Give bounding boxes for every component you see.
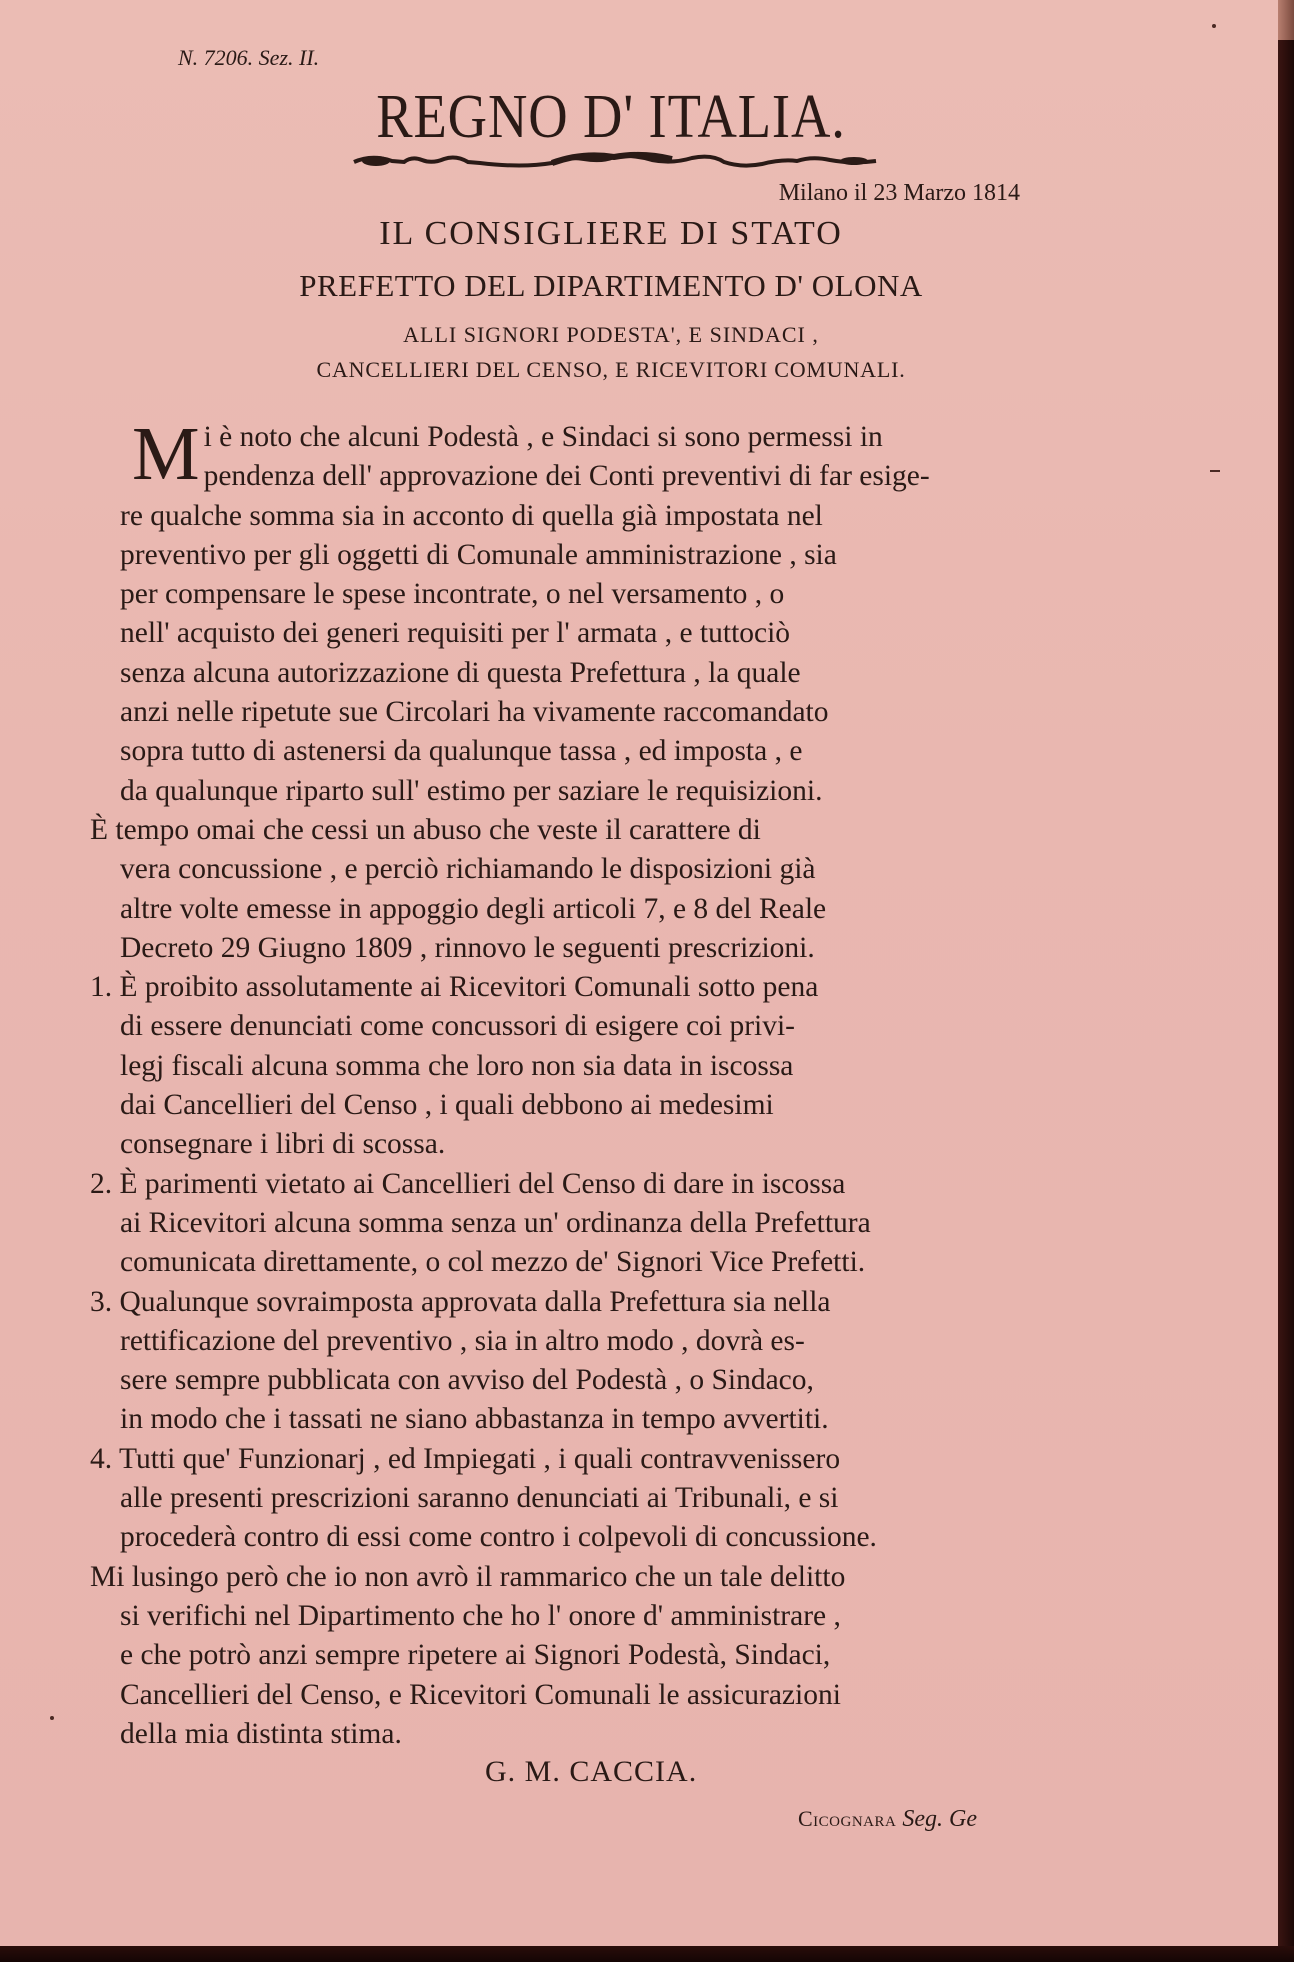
article-3: [90, 1283, 1110, 1440]
signature-secretary: [798, 1806, 977, 1833]
document-title: REGNO D' ITALIA.: [376, 83, 846, 151]
secretary-title: Seg. Ge: [902, 1806, 977, 1832]
text-line: in modo che i tassati ne siano abbastanza in tempo avvertiti.: [120, 1403, 829, 1436]
paper-speck: [1210, 470, 1220, 472]
text-line: dai Cancellieri del Censo , i quali debbono ai medesimi: [120, 1089, 774, 1122]
secretary-name: Cicognara: [798, 1806, 897, 1831]
text-line: Cancellieri del Censo, e Ricevitori Comunali le assicurazioni: [120, 1678, 841, 1711]
text-line: rettificazione del preventivo , sia in altro modo , dovrà es-: [120, 1324, 805, 1357]
text-line: comunicata direttamente, o col mezzo de' Signori Vice Prefetti.: [120, 1246, 866, 1279]
text-line: vera concussione , e perciò richiamando le disposizioni già: [120, 853, 816, 886]
article-first-line: [90, 968, 1110, 1007]
closing-paragraph: [90, 1558, 1110, 1754]
text-line: Qualunque sovraimposta approvata dalla Prefettura sia nella: [119, 1285, 831, 1318]
paper-speck: [1212, 24, 1216, 28]
signature-prefect: G. M. CACCIA.: [485, 1755, 698, 1788]
text-line: È proibito assolutamente ai Ricevitori Comunali sotto pena: [119, 971, 819, 1004]
text-line: alle presenti prescrizioni saranno denunciati ai Tribunali, e si: [120, 1482, 839, 1515]
text-line: da qualunque riparto sull' estimo per saziare le requisizioni.: [120, 774, 823, 807]
text-line: re qualche somma sia in acconto di quella già impostata nel: [120, 499, 823, 532]
drop-cap: M: [132, 412, 200, 496]
text-line: senza alcuna autorizzazione di questa Prefettura , la quale: [120, 656, 801, 689]
heading-prefetto: PREFETTO DEL DIPARTIMENTO D' OLONA: [299, 268, 923, 303]
text-line: consegnare i libri di scossa.: [120, 1128, 446, 1161]
heading-consigliere: IL CONSIGLIERE DI STATO: [379, 215, 843, 252]
article-number: 2.: [90, 1167, 113, 1200]
place-date: Milano il 23 Marzo 1814: [778, 180, 1020, 206]
text-line: nell' acquisto dei generi requisiti per l' armata , e tuttociò: [120, 617, 791, 650]
text-line: i è noto che alcuni Podestà , e Sindaci si sono permessi in: [203, 421, 883, 453]
article-first-line: [90, 1165, 1110, 1204]
text-line: Decreto 29 Giugno 1809 , rinnovo le seguenti prescrizioni.: [120, 931, 815, 964]
intro-paragraph: [120, 412, 1110, 811]
text-line: legj fiscali alcuna somma che loro non sia data in iscossa: [120, 1049, 794, 1082]
text-line: È tempo omai che cessi un abuso che veste il carattere di: [90, 813, 761, 846]
text-line: ai Ricevitori alcuna somma senza un' ordinanza della Prefettura: [120, 1206, 871, 1239]
article-1: [90, 968, 1110, 1164]
paper-speck: [50, 1716, 54, 1720]
text-line: È parimenti vietato ai Cancellieri del Censo di dare in iscossa: [119, 1167, 846, 1200]
text-line: pendenza dell' approvazione dei Conti preventivi di far esige-: [203, 460, 930, 493]
text-line: altre volte emesse in appoggio degli articoli 7, e 8 del Reale: [120, 892, 827, 925]
text-line: sere sempre pubblicata con avviso del Podestà , o Sindaco,: [120, 1364, 814, 1397]
text-line: preventivo per gli oggetti di Comunale amministrazione , sia: [120, 538, 837, 571]
text-line: per compensare le spese incontrate, o nel versamento , o: [120, 578, 785, 611]
text-line: procederà contro di essi come contro i colpevoli di concussione.: [120, 1521, 877, 1554]
ornamental-rule-icon: [352, 150, 878, 174]
reference-number: N. 7206. Sez. II.: [178, 45, 320, 70]
text-line: e che potrò anzi sempre ripetere ai Signori Podestà, Sindaci,: [120, 1639, 831, 1672]
article-number: 4.: [90, 1442, 113, 1475]
addressees-line-2: CANCELLIERI DEL CENSO, E RICEVITORI COMUNALI.: [316, 357, 906, 382]
article-first-line: [90, 1283, 1110, 1322]
article-number: 1.: [90, 971, 113, 1004]
text-line: della mia distinta stima.: [120, 1717, 402, 1750]
preamble-paragraph: [90, 811, 1110, 968]
article-2: [90, 1165, 1110, 1283]
article-number: 3.: [90, 1285, 113, 1318]
addressees-line-1: ALLI SIGNORI PODESTA', E SINDACI ,: [403, 322, 819, 347]
article-4: [90, 1440, 1110, 1558]
document-body: [90, 412, 1110, 1754]
text-line: di essere denunciati come concussori di esigere coi privi-: [120, 1010, 795, 1043]
page-edge-bottom: [0, 1946, 1294, 1962]
text-line: sopra tutto di astenersi da qualunque tassa , ed imposta , e: [120, 735, 803, 768]
text-line: si verifichi nel Dipartimento che ho l' onore d' amministrare ,: [120, 1599, 841, 1632]
page-edge-right: [1278, 40, 1294, 1962]
text-line: Mi lusingo però che io non avrò il rammarico che un tale delitto: [90, 1560, 846, 1593]
text-line: anzi nelle ripetute sue Circolari ha vivamente raccomandato: [120, 696, 829, 729]
page-edge-top-right: [1278, 0, 1294, 40]
article-first-line: [90, 1440, 1110, 1479]
text-line: Tutti que' Funzionarj , ed Impiegati , i quali contravvenissero: [118, 1442, 841, 1475]
